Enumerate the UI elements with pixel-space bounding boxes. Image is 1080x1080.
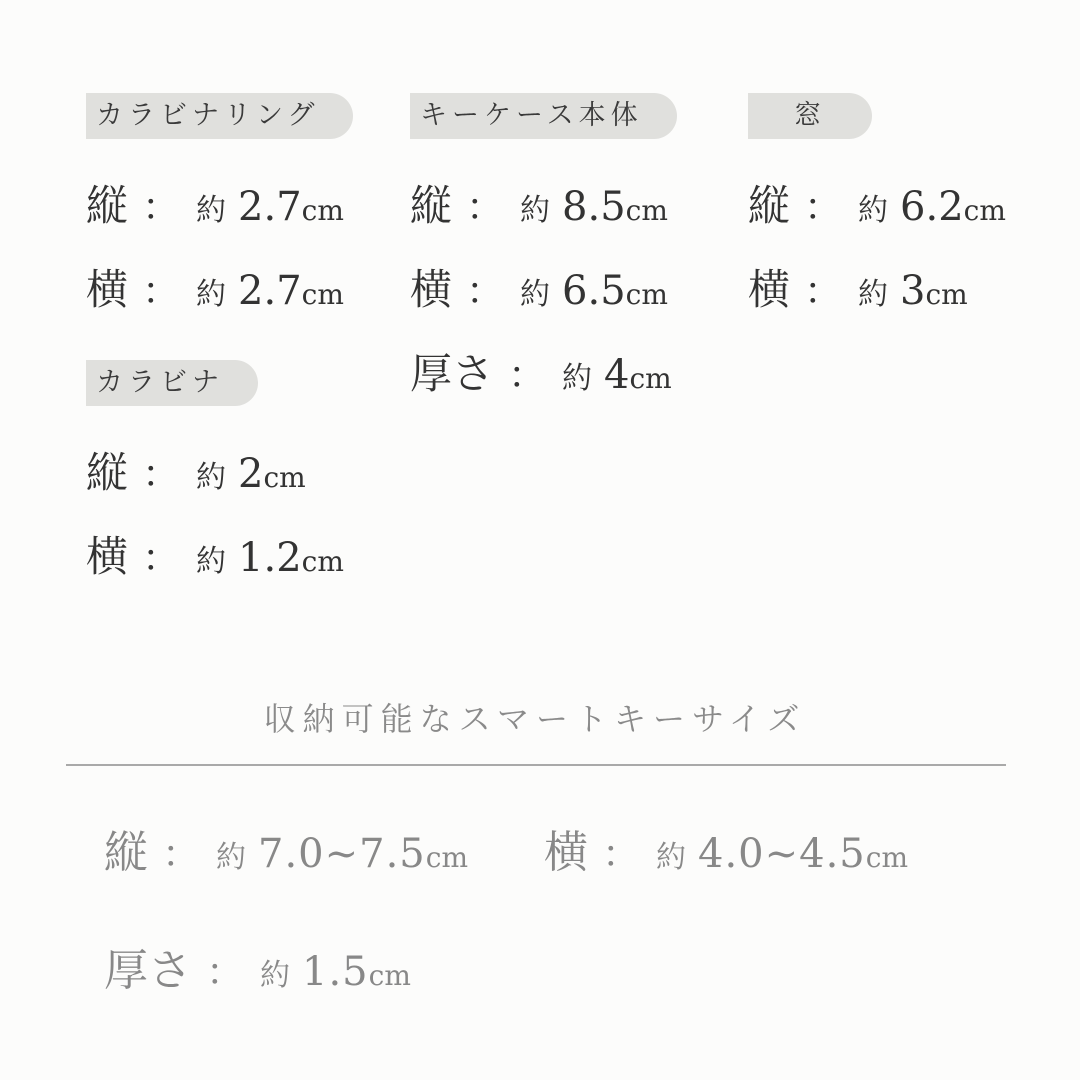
ring-spec <box>86 93 353 332</box>
ring-height-row <box>86 164 353 248</box>
thickness-key: 厚さ <box>410 349 495 398</box>
unit: cm <box>625 194 668 227</box>
approx-label: 約 <box>562 361 593 396</box>
colon: ： <box>142 185 181 229</box>
colon: ： <box>466 269 505 313</box>
window-width-row <box>748 248 1006 332</box>
width-value: 3 <box>900 268 926 314</box>
colon: ： <box>508 353 547 397</box>
unit: cm <box>263 461 306 494</box>
window-label: 窓 <box>748 93 872 139</box>
colon: ： <box>162 832 201 876</box>
approx-label: 約 <box>520 277 551 312</box>
approx-label: 約 <box>216 840 247 875</box>
approx-label: 約 <box>196 277 227 312</box>
approx-label: 約 <box>260 958 291 993</box>
colon: ： <box>804 185 843 229</box>
unit: cm <box>425 841 468 874</box>
approx-label: 約 <box>656 840 687 875</box>
height-key: 縦 <box>748 181 791 230</box>
colon: ： <box>466 185 505 229</box>
smartkey-thickness-row <box>104 926 908 1016</box>
width-key: 横 <box>86 532 129 581</box>
colon: ： <box>142 452 181 496</box>
colon: ： <box>206 950 245 994</box>
width-value: 2.7 <box>238 268 302 314</box>
colon: ： <box>602 832 641 876</box>
unit: cm <box>301 545 344 578</box>
approx-label: 約 <box>196 193 227 228</box>
smartkey-section-title: 収納可能なスマートキーサイズ <box>263 700 807 738</box>
height-value: 8.5 <box>562 184 626 230</box>
height-key: 縦 <box>86 181 129 230</box>
height-value: 2.7 <box>238 184 302 230</box>
thickness-key: 厚さ <box>104 945 192 996</box>
thickness-value: 4 <box>604 352 630 398</box>
height-key: 縦 <box>86 448 129 497</box>
unit: cm <box>963 194 1006 227</box>
ring-label: カラビナリング <box>86 93 353 139</box>
height-value: 2 <box>238 451 264 497</box>
width-value: 4.0~4.5 <box>698 831 866 877</box>
unit: cm <box>925 278 968 311</box>
carabiner-spec <box>86 360 344 599</box>
carabiner-label: カラビナ <box>86 360 258 406</box>
colon: ： <box>142 269 181 313</box>
height-key: 縦 <box>410 181 453 230</box>
carabiner-width-row <box>86 515 344 599</box>
unit: cm <box>625 278 668 311</box>
body-width-row <box>410 248 677 332</box>
carabiner-height-row <box>86 431 344 515</box>
unit: cm <box>301 278 344 311</box>
height-value: 7.0~7.5 <box>258 831 426 877</box>
unit: cm <box>301 194 344 227</box>
thickness-value: 1.5 <box>302 949 369 995</box>
approx-label: 約 <box>196 460 227 495</box>
section-divider <box>66 764 1006 766</box>
window-spec <box>748 93 1006 332</box>
approx-label: 約 <box>196 544 227 579</box>
unit: cm <box>865 841 908 874</box>
ring-width-row <box>86 248 353 332</box>
window-height-row <box>748 164 1006 248</box>
body-spec <box>410 93 677 416</box>
smartkey-spec <box>104 808 908 1016</box>
body-height-row <box>410 164 677 248</box>
height-value: 6.2 <box>900 184 964 230</box>
smartkey-size-row <box>104 808 908 898</box>
width-key: 横 <box>748 265 791 314</box>
width-value: 6.5 <box>562 268 626 314</box>
width-key: 横 <box>544 827 588 878</box>
approx-label: 約 <box>858 193 889 228</box>
colon: ： <box>142 536 181 580</box>
height-key: 縦 <box>104 827 148 878</box>
width-value: 1.2 <box>238 535 302 581</box>
unit: cm <box>629 362 672 395</box>
unit: cm <box>368 959 411 992</box>
approx-label: 約 <box>858 277 889 312</box>
body-label: キーケース本体 <box>410 93 677 139</box>
colon: ： <box>804 269 843 313</box>
width-key: 横 <box>86 265 129 314</box>
approx-label: 約 <box>520 193 551 228</box>
body-thickness-row <box>410 332 677 416</box>
width-key: 横 <box>410 265 453 314</box>
